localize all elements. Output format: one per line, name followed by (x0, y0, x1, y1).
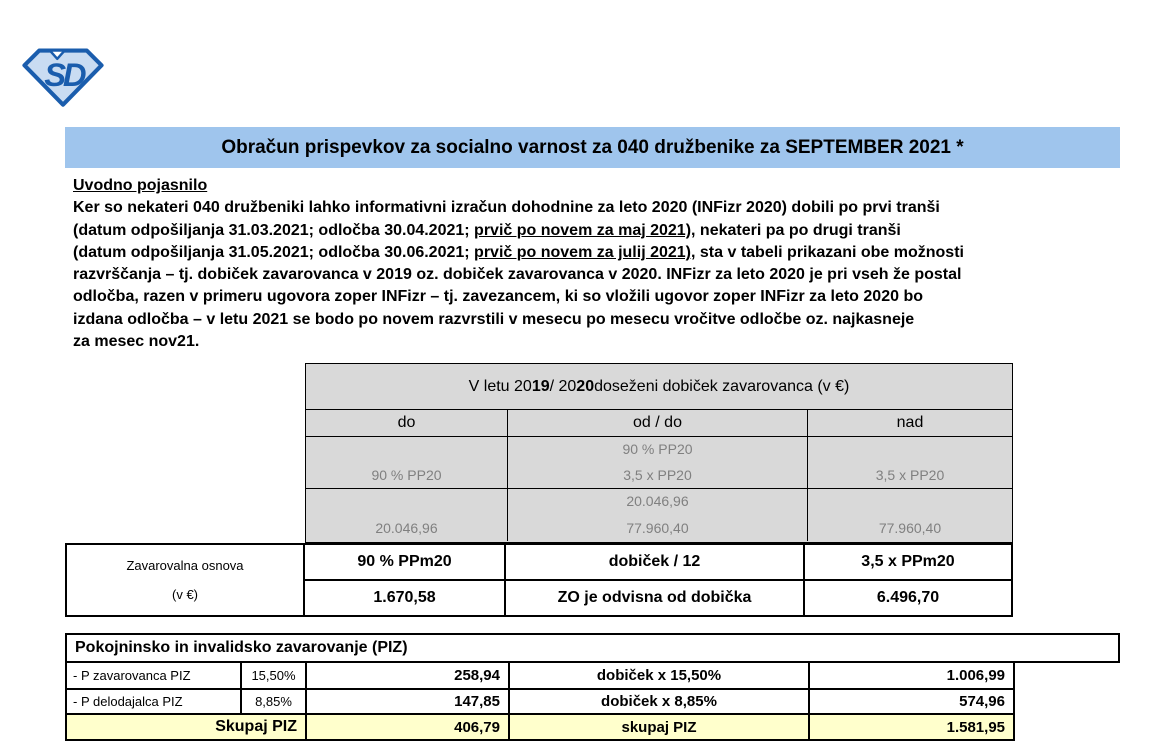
intro-line: za mesec nov21. (73, 333, 200, 351)
cell-base-value-od-do: ZO je odvisna od dobička (506, 581, 805, 615)
piz-row-percent: 15,50% (242, 663, 307, 688)
column-header-od-do: od / do (508, 410, 808, 436)
piz-row-value2: 1.006,99 (946, 667, 1005, 684)
piz-total-value2: 1.581,95 (946, 718, 1005, 736)
intro-line: razvrščanja – tj. dobiček zavarovanca v 2019 oz. dobiček zavarovanca v 2020. INFizr za leto 2020 je pri vseh že postal (73, 266, 962, 284)
sd-shield-logo (22, 44, 104, 108)
piz-table (65, 663, 1015, 741)
piz-row-value: 258,94 (307, 663, 510, 688)
piz-total-formula: skupaj PIZ (510, 715, 810, 739)
profit-table-row-pp (306, 437, 1012, 489)
piz-row-label: - P zavarovanca PIZ (67, 663, 242, 688)
cell-pp-do: 90 % PP20 (306, 437, 508, 488)
underlined-text: prvič po novem za maj 2021) (474, 221, 692, 239)
piz-row-formula: dobiček x 15,50% (510, 663, 810, 688)
cell-amount-do: 20.046,96 (306, 489, 508, 541)
document-title-bar (65, 127, 1120, 168)
cell-pp-od-do: 90 % PP20 3,5 x PP20 (508, 437, 808, 488)
cell-base-od-do: dobiček / 12 (506, 545, 805, 579)
insurance-base-section (65, 543, 1013, 617)
insurance-base-value-row (305, 581, 1011, 615)
underlined-text: prvič po novem za julij 2021) (474, 243, 692, 261)
intro-line: odločba, razen v primeru ugovora zoper INFizr – tj. zavezancem, ki so vložili ugovor zoper INFizr za leto 2020 bo (73, 288, 923, 306)
piz-row-label: - P delodajalca PIZ (67, 690, 242, 713)
intro-line: Ker so nekateri 040 družbeniki lahko informativni izračun dohodnine za leto 2020 (INFizr 2020) dobili po prvi tranši (73, 199, 940, 217)
document-title: Obračun prispevkov za socialno varnost za 040 družbenike za SEPTEMBER 2021 * (221, 136, 964, 158)
piz-row-formula: dobiček x 8,85% (510, 690, 810, 713)
piz-section-header: Pokojninsko in invalidsko zavarovanje (PIZ) (65, 633, 1120, 663)
cell-amount-nad: 77.960,40 (878, 520, 942, 536)
intro-section (73, 177, 1143, 355)
piz-row-value: 147,85 (307, 690, 510, 713)
logo-letters: SD (44, 55, 84, 93)
cell-amount-od-do: 20.046,96 77.960,40 (508, 489, 808, 541)
insurance-base-formula-row (305, 545, 1011, 581)
intro-heading: Uvodno pojasnilo (73, 177, 208, 194)
intro-line: (datum odpošiljanja 31.05.2021; odločba 30.06.2021; prvič po novem za julij 2021), sta v tabeli prikazani obe možnosti (73, 243, 964, 261)
cell-base-nad: 3,5 x PPm20 (861, 553, 955, 570)
insurance-base-label: Zavarovalna osnova (v €) (67, 545, 305, 615)
profit-table-row-amounts (306, 489, 1012, 541)
profit-range-table (305, 363, 1013, 543)
piz-total-value: 406,79 (307, 715, 510, 739)
profit-table-title: V letu 20 19 / 20 20 doseženi dobiček zavarovanca (v €) (306, 364, 1012, 410)
piz-row-percent: 8,85% (242, 690, 307, 713)
intro-line: (datum odpošiljanja 31.03.2021; odločba 30.04.2021; prvič po novem za maj 2021), nekateri pa po drugi tranši (73, 221, 901, 239)
piz-total-label: Skupaj PIZ (67, 715, 307, 739)
intro-line: izdana odločba – v letu 2021 se bodo po novem razvrstili v mesecu po mesecu vročitve odločbe oz. najkasneje (73, 310, 915, 328)
cell-base-value-do: 1.670,58 (305, 581, 506, 615)
profit-table-column-headers (306, 410, 1012, 437)
cell-base-value-nad: 6.496,70 (876, 589, 940, 606)
piz-row-zavarovanca (67, 663, 1013, 690)
column-header-do: do (306, 410, 508, 436)
piz-row-delodajalca (67, 690, 1013, 715)
cell-base-do: 90 % PPm20 (305, 545, 506, 579)
piz-row-value2: 574,96 (959, 693, 1005, 710)
shield-icon (22, 44, 104, 108)
cell-pp-nad: 3,5 x PP20 (875, 467, 945, 483)
piz-total-row (67, 715, 1013, 739)
column-header-nad: nad (896, 414, 924, 431)
